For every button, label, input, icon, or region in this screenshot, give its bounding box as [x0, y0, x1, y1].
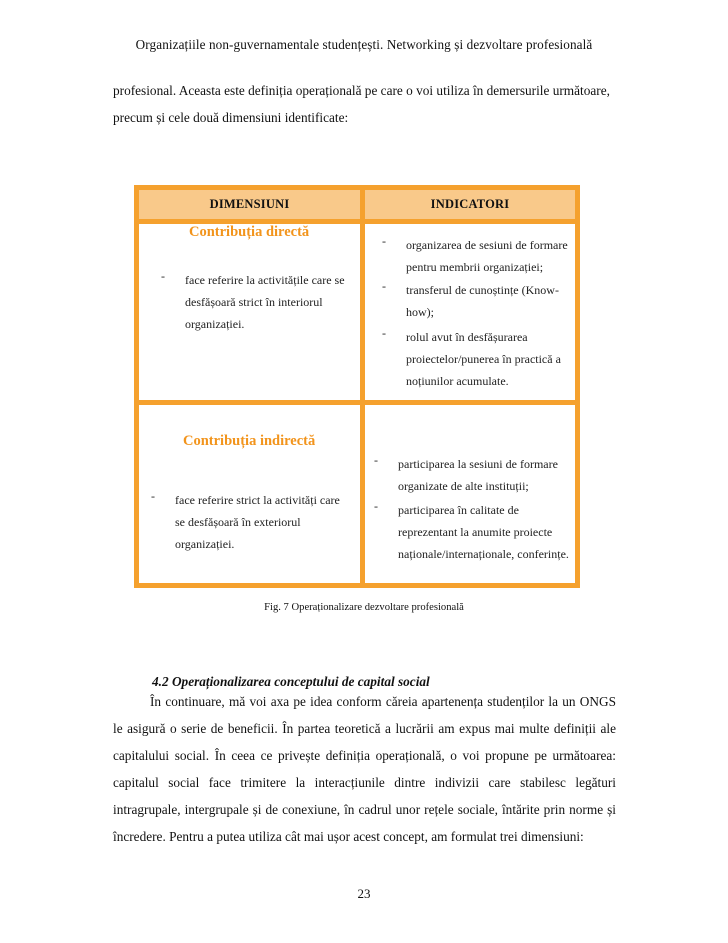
bullet-dash: -	[374, 453, 378, 467]
section-paragraph	[113, 688, 616, 850]
indicator-line: noțiunilor acumulate.	[406, 374, 509, 388]
column-divider	[360, 190, 365, 583]
indicator-line: proiectelor/punerea în practică a	[406, 352, 561, 366]
bullet-dash: -	[151, 489, 155, 503]
bullet-dash: -	[374, 499, 378, 513]
indicator-line: participarea la sesiuni de formare	[398, 457, 558, 471]
paragraph-line: încredere. Pentru a putea utiliza cât mai ușor acest concept, am formulat trei dimensiuni:	[113, 829, 584, 844]
operationalization-figure	[134, 185, 580, 588]
indicator-line: organizate de alte instituții;	[398, 479, 529, 493]
desc-line: organizației.	[175, 537, 235, 551]
bullet-dash: -	[161, 269, 165, 283]
indicator-line: reprezentant la anumite proiecte	[398, 525, 553, 539]
desc-line: face referire la activitățile care se	[185, 273, 345, 287]
paragraph-line: capitalului social. În ceea ce privește definiția operațională, o voi propune pe următoarea:	[113, 748, 616, 763]
paragraph-line: intragrupale, intergrupale și de conexiune, în cadrul unor rețele sociale, întărite prin norme și	[113, 802, 616, 817]
indicator-line: rolul avut în desfășurarea	[406, 330, 528, 344]
dimension-title-direct: Contribuția directă	[189, 224, 310, 240]
indicators-header: INDICATORI	[365, 190, 575, 219]
paragraph-line: le asigură o serie de beneficii. În partea teoretică a lucrării am expus mai multe definiții ale	[113, 721, 616, 736]
indicator-line: participarea în calitate de	[398, 503, 519, 517]
paragraph-line	[113, 688, 616, 715]
bullet-dash: -	[382, 279, 386, 293]
running-header: Organizațiile non-guvernamentale studențești. Networking și dezvoltare profesională	[135, 37, 593, 52]
paragraph-line: capitalul social face trimitere la interacțiunile dintre indivizii care stabilesc legături	[113, 775, 616, 790]
indicator-line: pentru membrii organizației;	[406, 260, 544, 274]
bullet-dash: -	[382, 234, 386, 248]
paragraph-line-text: În continuare, mă voi axa pe idea conform căreia apartenența studenților la un ONGS	[150, 694, 616, 709]
indicator-line: organizarea de sesiuni de formare	[406, 238, 568, 252]
indicator-line: naționale/internaționale, conferințe.	[398, 547, 569, 561]
desc-line: face referire strict la activități care	[175, 493, 340, 507]
dimension-title-indirect: Contribuția indirectă	[183, 433, 316, 449]
intro-line: profesional. Aceasta este definiția operațională pe care o voi utiliza în demersurile următoare,	[113, 83, 610, 98]
page-number: 23	[357, 886, 371, 901]
indicator-line: transferul de cunoștințe (Know-	[406, 283, 559, 297]
dimensions-header: DIMENSIUNI	[139, 190, 360, 219]
bullet-dash: -	[382, 326, 386, 340]
section-title: 4.2 Operaționalizarea conceptului de capital social	[152, 674, 430, 689]
intro-line: precum și cele două dimensiuni identificate:	[113, 110, 349, 125]
indicator-line: how);	[406, 305, 434, 319]
desc-line: se desfășoară în exteriorul	[175, 515, 301, 529]
desc-line: desfășoară strict în interiorul	[185, 295, 323, 309]
desc-line: organizației.	[185, 317, 245, 331]
intro-paragraph	[113, 77, 616, 131]
figure-caption: Fig. 7 Operaționalizare dezvoltare profesională	[264, 602, 464, 613]
row-divider	[139, 400, 575, 405]
